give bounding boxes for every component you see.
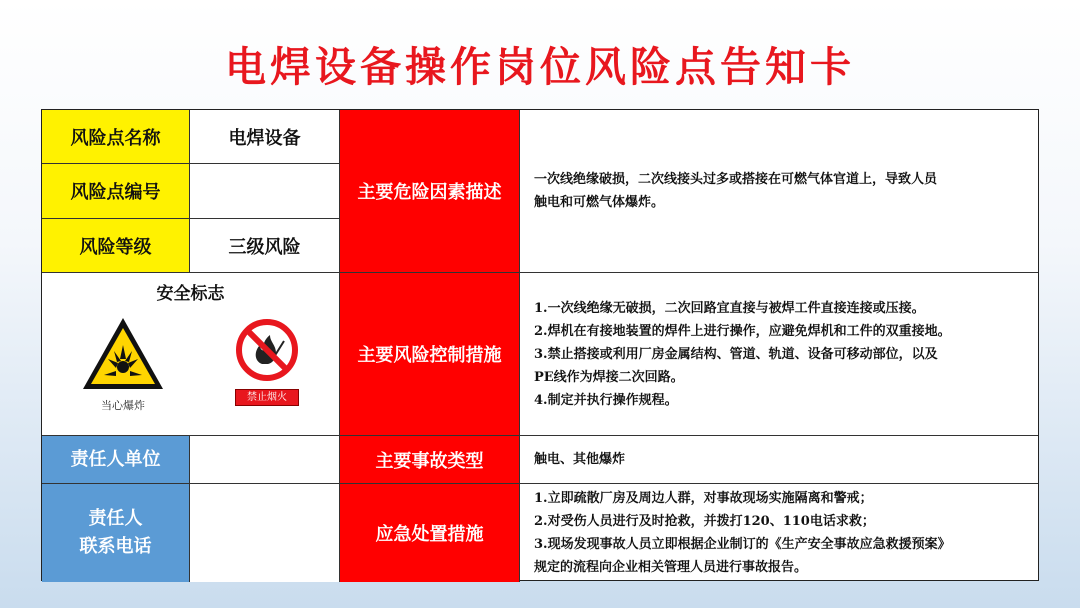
contact-label bbox=[42, 484, 190, 582]
risk-level-value: 三级风险 bbox=[190, 219, 340, 273]
hazard-line: 触电和可燃气体爆炸。 bbox=[534, 195, 665, 210]
risk-level-label: 风险等级 bbox=[42, 219, 190, 273]
emergency-line: 1.立即疏散厂房及周边人群，对事故现场实施隔离和警戒； bbox=[534, 491, 873, 506]
control-line: PE线作为焊接二次回路。 bbox=[534, 369, 684, 385]
explosion-warning-icon bbox=[80, 315, 166, 393]
emergency-line: 规定的流程向企业相关管理人员进行事故报告。 bbox=[534, 560, 808, 575]
risk-name-value: 电焊设备 bbox=[190, 110, 340, 164]
emergency-description bbox=[520, 484, 1038, 582]
emergency-label: 应急处置措施 bbox=[340, 484, 520, 582]
hazard-label: 主要危险因素描述 bbox=[340, 110, 520, 273]
control-label: 主要风险控制措施 bbox=[340, 273, 520, 436]
risk-name-label: 风险点名称 bbox=[42, 110, 190, 164]
contact-label-line-2: 联系电话 bbox=[79, 536, 152, 557]
control-line: 3.禁止搭接或利用厂房金属结构、管道、轨道、设备可移动部位，以及 bbox=[534, 346, 938, 362]
control-description bbox=[520, 273, 1038, 436]
risk-card bbox=[41, 109, 1039, 581]
hazard-line: 一次线绝缘破损，二次线接头过多或搭接在可燃气体官道上，导致人员 bbox=[534, 172, 938, 187]
risk-code-label: 风险点编号 bbox=[42, 164, 190, 219]
control-line: 2.焊机在有接地装置的焊件上进行操作，应避免焊机和工件的双重接地。 bbox=[534, 323, 951, 339]
accident-description bbox=[520, 436, 1038, 484]
emergency-line: 2.对受伤人员进行及时抢救，并拨打120、110电话求救； bbox=[534, 514, 875, 529]
accident-line: 触电、其他爆炸 bbox=[534, 452, 626, 467]
control-line: 4.制定并执行操作规程。 bbox=[534, 392, 678, 408]
safety-signs-panel bbox=[42, 273, 340, 436]
emergency-line: 3.现场发现事故人员立即根据企业制订的《生产安全事故应急救援预案》 bbox=[534, 537, 951, 552]
contact-value bbox=[190, 484, 340, 582]
accident-label: 主要事故类型 bbox=[340, 436, 520, 484]
responsible-unit-label: 责任人单位 bbox=[42, 436, 190, 484]
explosion-warning-caption: 当心爆炸 bbox=[101, 399, 145, 412]
page-title: 电焊设备操作岗位风险点告知卡 bbox=[225, 43, 855, 91]
responsible-unit-value bbox=[190, 436, 340, 484]
no-fire-caption: 禁止烟火 bbox=[235, 389, 299, 406]
no-fire-icon bbox=[234, 317, 300, 383]
risk-code-value bbox=[190, 164, 340, 219]
control-line: 1.一次线绝缘无破损，二次回路宜直接与被焊工件直接连接或压接。 bbox=[534, 300, 925, 316]
safety-signs-title: 安全标志 bbox=[156, 284, 225, 304]
hazard-description bbox=[520, 110, 1038, 273]
contact-label-line-1: 责任人 bbox=[88, 508, 143, 529]
